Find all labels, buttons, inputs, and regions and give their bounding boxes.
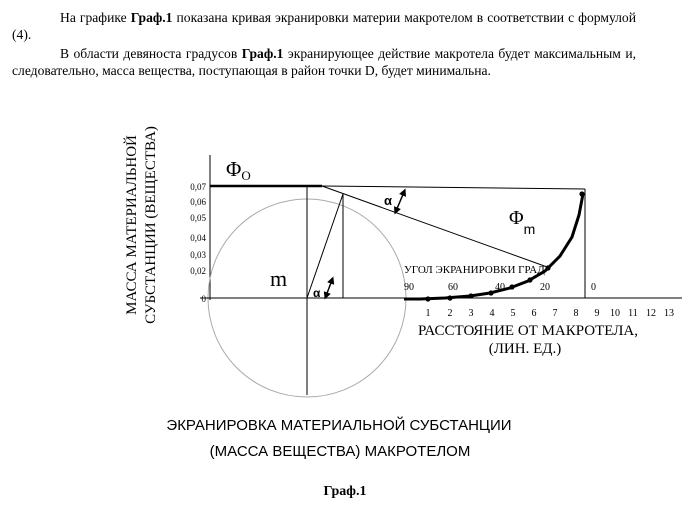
distance-tick-labels (426, 308, 675, 319)
alpha-top-arrow (396, 192, 404, 211)
y-tick: 0,05 (190, 213, 206, 223)
distance-tick: 3 (468, 308, 474, 319)
angle-axis-label: УГОЛ ЭКРАНИРОВКИ ГРАД (404, 264, 545, 276)
curve-point (509, 284, 514, 289)
y-tick-labels (190, 182, 206, 304)
curve-point (468, 293, 473, 298)
distance-tick: 10 (610, 308, 620, 319)
curve-point (527, 277, 532, 282)
angle-tick: 0 (591, 282, 596, 293)
y-axis-label: СУБСТАНЦИИ (ВЕЩЕСТВА) (143, 126, 159, 324)
radius-line (307, 194, 343, 298)
angle-tick: 60 (448, 282, 458, 293)
distance-tick: 1 (425, 308, 431, 319)
curve-point (425, 296, 430, 301)
distance-tick: 4 (489, 308, 495, 319)
angle-tick: 90 (404, 282, 414, 293)
curve-point (579, 191, 584, 196)
paragraph-2: В области девяноста градусов Граф.1 экранирующее действие макротела будет максимальным и, следовательно, масса вещества, поступающая в район точки D, будет минимальна. (12, 46, 636, 78)
alpha-bottom-label: α (313, 286, 321, 300)
phi-m-label: $\Phi_m$ (509, 207, 536, 237)
graph-ref: Граф.1 (130, 10, 173, 25)
x-axis-label: РАССТОЯНИЕ ОТ МАКРОТЕЛА, (418, 323, 638, 339)
distance-tick: 7 (552, 308, 558, 319)
y-tick: 0 (201, 294, 206, 304)
graph-caption: Граф.1 (323, 484, 367, 499)
alpha-top-label: α (384, 193, 392, 208)
distance-tick: 5 (510, 308, 516, 319)
curve-point (488, 290, 493, 295)
y-tick: 0,02 (190, 266, 206, 276)
angle-tick: 20 (540, 282, 550, 293)
graph-ref: Граф.1 (241, 46, 284, 61)
distance-tick: 6 (531, 308, 537, 319)
y-tick: 0,06 (190, 197, 206, 207)
y-tick: 0,03 (190, 250, 206, 260)
distance-tick: 8 (573, 308, 579, 319)
phi-o-label: ΦO (226, 157, 251, 183)
mass-label: m (270, 266, 288, 291)
figure-caption: (МАССА ВЕЩЕСТВА) МАКРОТЕЛОМ (209, 443, 471, 460)
figure-caption: ЭКРАНИРОВКА МАТЕРИАЛЬНОЙ СУБСТАНЦИИ (166, 417, 512, 434)
distance-tick: 2 (447, 308, 453, 319)
x-axis-label: (ЛИН. ЕД.) (488, 341, 562, 357)
top-line (322, 186, 585, 189)
y-tick: 0,04 (190, 233, 206, 243)
paragraph-1: На графике Граф.1 показана кривая экранировки материи макротелом в соответствии с формулой (4). (12, 10, 636, 42)
screening-curve (404, 194, 583, 299)
y-axis-label: МАССА МАТЕРИАЛЬНОЙ (124, 135, 140, 315)
curve-point (545, 265, 550, 270)
distance-tick: 11 (628, 308, 638, 319)
y-tick: 0,07 (190, 182, 206, 192)
angle-tick: 40 (495, 282, 505, 293)
distance-tick: 13 (664, 308, 674, 319)
distance-tick: 9 (594, 308, 600, 319)
distance-tick: 12 (646, 308, 656, 319)
curve-point (447, 295, 452, 300)
alpha-bottom-arrow (326, 280, 332, 296)
